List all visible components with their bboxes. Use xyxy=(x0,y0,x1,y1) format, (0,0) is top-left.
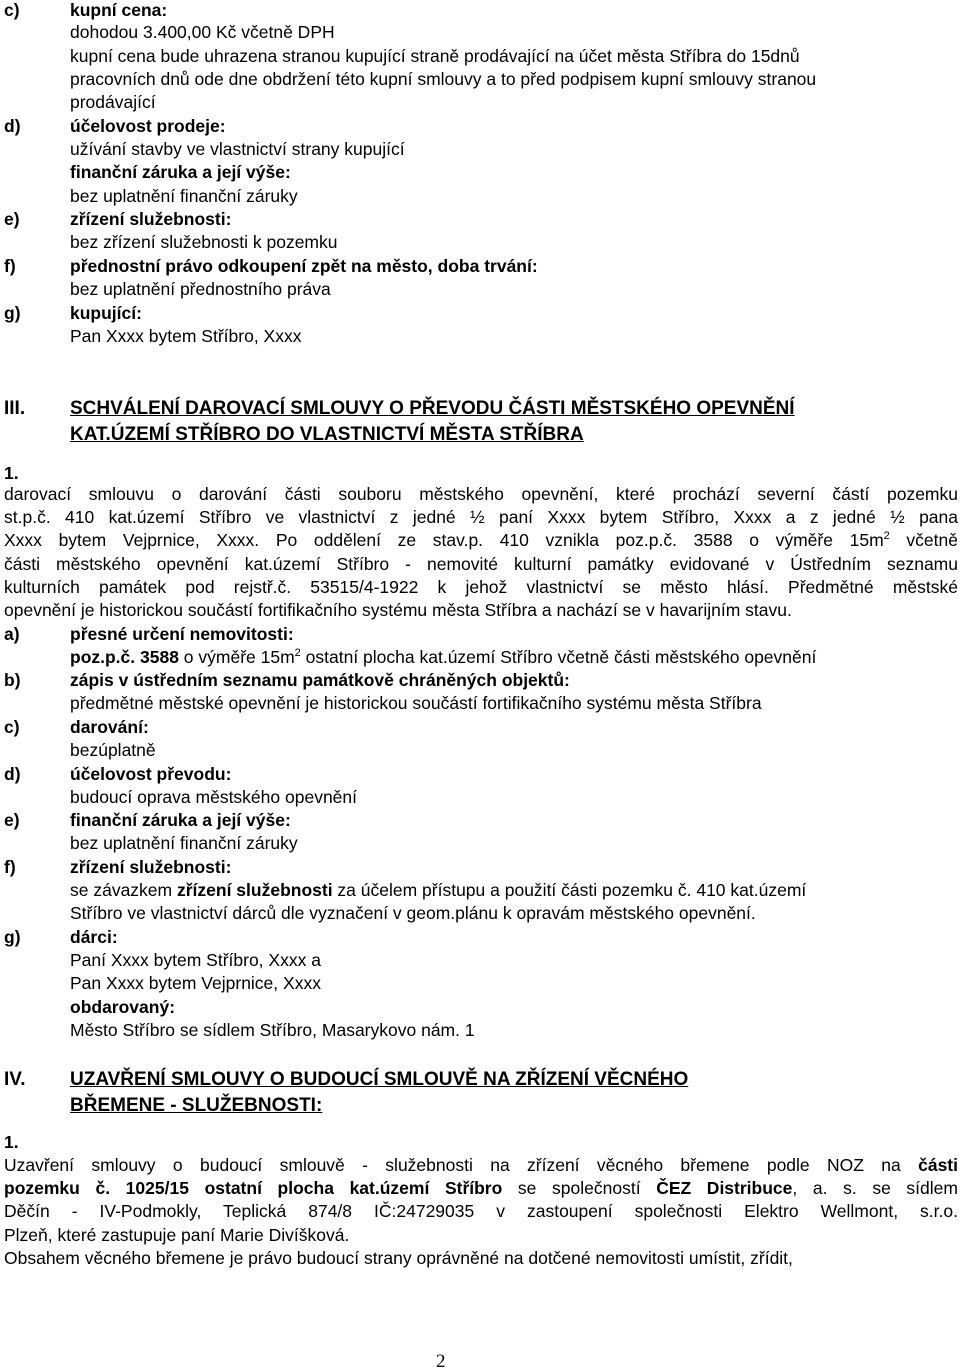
section-heading: kupní cena: xyxy=(70,0,168,20)
section-label: e) xyxy=(4,810,20,830)
text-line: bez uplatnění finanční záruky xyxy=(70,186,298,206)
paragraph-line: pozemku č. 1025/15 ostatní plocha kat.území Stříbro se společností ČEZ Distribuce, a. s. se sídlem xyxy=(4,1178,958,1198)
section-label: g) xyxy=(4,303,21,323)
section-heading: přesné určení nemovitosti: xyxy=(70,624,294,644)
section-heading: finanční záruka a její výše: xyxy=(70,810,291,830)
text-line: poz.p.č. 3588 o výměře $15m^2$ ostatní plocha kat.území Stříbro včetně části městského opevnění xyxy=(70,647,817,667)
section-label: b) xyxy=(4,670,21,690)
paragraph-line: Uzavření smlouvy o budoucí smlouvě - služebnosti na zřízení věcného břemene podle NOZ na části xyxy=(4,1155,958,1175)
part-title: BŘEMENE - SLUŽEBNOSTI: xyxy=(70,1095,323,1116)
section-heading: účelovost prodeje: xyxy=(70,116,226,136)
text-line: bez zřízení služebnosti k pozemku xyxy=(70,232,338,252)
section-heading: zřízení služebnosti: xyxy=(70,209,232,229)
section-heading: darování: xyxy=(70,717,149,737)
paragraph-line: části městského opevnění kat.území Stříbro - nemovité kulturní památky evidované v Ústředním seznamu xyxy=(4,554,958,574)
section-label: c) xyxy=(4,717,20,737)
text-line: Město Stříbro se sídlem Stříbro, Masarykovo nám. 1 xyxy=(70,1020,475,1040)
section-label: f) xyxy=(4,857,16,877)
text-line: předmětné městské opevnění je historickou součástí fortifikačního systému města Stříbra xyxy=(70,693,762,713)
section-label: d) xyxy=(4,116,21,136)
section-label: c) xyxy=(4,0,20,20)
paragraph-line: opevnění je historickou součástí fortifikačního systému města Stříbra a nachází se v havarijním stavu. xyxy=(4,600,792,620)
section-label: a) xyxy=(4,624,20,644)
paragraph-line: darovací smlouvu o darování části souboru městského opevnění, které prochází severní částí pozemku xyxy=(4,484,958,504)
item-number: 1. xyxy=(4,1132,19,1152)
text-line: dohodou 3.400,00 Kč včetně DPH xyxy=(70,22,335,42)
paragraph-line: Obsahem věcného břemene je právo budoucí strany oprávněné na dotčené nemovitosti umístit, zřídit, xyxy=(4,1248,793,1268)
part-numeral: III. xyxy=(4,398,26,419)
text-line: prodávající xyxy=(70,92,156,112)
section-label: e) xyxy=(4,209,20,229)
text-line: Paní Xxxx bytem Stříbro, Xxxx a xyxy=(70,950,321,970)
section-heading: kupující: xyxy=(70,303,142,323)
text-line: Pan Xxxx bytem Vejprnice, Xxxx xyxy=(70,973,321,993)
paragraph-line: Děčín - IV-Podmokly, Teplická 874/8 IČ:24729035 v zastoupení společnosti Elektro Wellmont, s.r.o. xyxy=(4,1201,958,1221)
section-label: d) xyxy=(4,764,21,784)
page-number: 2 xyxy=(436,1351,446,1372)
text-line: budoucí oprava městského opevnění xyxy=(70,787,357,807)
part-numeral: IV. xyxy=(4,1069,26,1090)
section-heading: přednostní právo odkoupení zpět na město, doba trvání: xyxy=(70,256,538,276)
part-title: UZAVŘENÍ SMLOUVY O BUDOUCÍ SMLOUVĚ NA ZŘÍZENÍ VĚCNÉHO xyxy=(70,1069,689,1090)
text-line: užívání stavby ve vlastnictví strany kupující xyxy=(70,139,405,159)
part-title: SCHVÁLENÍ DAROVACÍ SMLOUVY O PŘEVODU ČÁSTI MĚSTSKÉHO OPEVNĚNÍ xyxy=(70,398,795,419)
section-label: g) xyxy=(4,927,21,947)
item-number: 1. xyxy=(4,463,19,483)
paragraph-line: Plzeň, které zastupuje paní Marie Divíšková. xyxy=(4,1225,350,1245)
section-subheading: finanční záruka a její výše: xyxy=(70,162,291,182)
text-line: Pan Xxxx bytem Stříbro, Xxxx xyxy=(70,326,302,346)
section-subheading: obdarovaný: xyxy=(70,997,176,1017)
paragraph-line: Xxxx bytem Vejprnice, Xxxx. Po oddělení ze stav.p. 410 vznikla poz.p.č. 3588 o výměře $15m^2$ včetně xyxy=(4,530,958,550)
section-heading: dárci: xyxy=(70,927,118,947)
section-heading: zápis v ústředním seznamu památkově chráněných objektů: xyxy=(70,670,570,690)
section-heading: zřízení služebnosti: xyxy=(70,857,232,877)
text-line: pracovních dnů ode dne obdržení této kupní smlouvy a to před podpisem kupní smlouvy stranou xyxy=(70,69,817,89)
text-line: kupní cena bude uhrazena stranou kupující straně prodávající na účet města Stříbra do 15dnů xyxy=(70,46,800,66)
paragraph-line: st.p.č. 410 kat.území Stříbro ve vlastnictví z jedné ½ paní Xxxx bytem Stříbro, Xxxx a z jedné ½ pana xyxy=(4,507,958,527)
text-line: bez uplatnění přednostního práva xyxy=(70,279,331,299)
text-line: bezúplatně xyxy=(70,740,156,760)
text-line: Stříbro ve vlastnictví dárců dle vyznačení v geom.plánu k opravám městského opevnění. xyxy=(70,903,756,923)
text-line: se závazkem zřízení služebnosti za účelem přístupu a použití části pozemku č. 410 kat.území xyxy=(70,880,807,900)
paragraph-line: kulturních památek pod rejstř.č. 53515/4-1922 k jehož vlastnictví se město hlásí. Předmětné městské xyxy=(4,577,958,597)
part-title: KAT.ÚZEMÍ STŘÍBRO DO VLASTNICTVÍ MĚSTA STŘÍBRA xyxy=(70,424,584,445)
text-line: bez uplatnění finanční záruky xyxy=(70,833,298,853)
section-heading: účelovost převodu: xyxy=(70,764,232,784)
section-label: f) xyxy=(4,256,16,276)
